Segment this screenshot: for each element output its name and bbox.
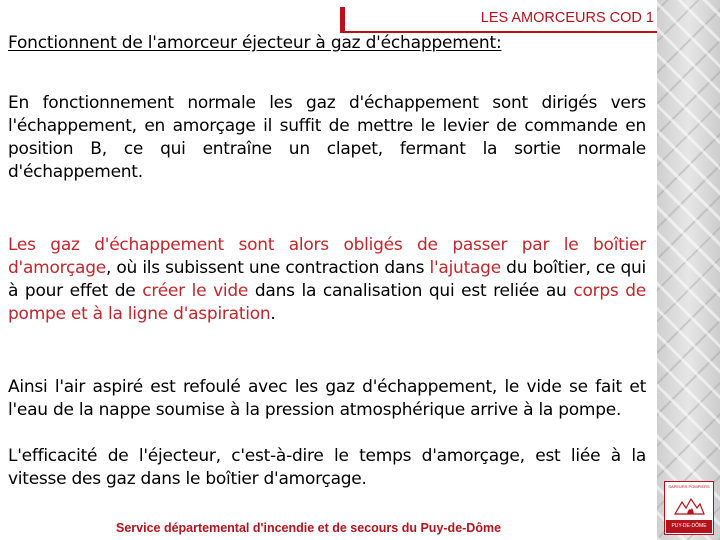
body-text-segment: dans la canalisation qui est reliée au [248,281,574,301]
page-title: Fonctionnent de l'amorceur éjecteur à gaz d'échappement: [8,33,502,53]
paragraph-ejector-efficiency: L'efficacité de l'éjecteur, c'est-à-dire le temps d'amorçage, est liée à la vitesse des gaz dans le boîtier d'amorçage. [8,446,646,489]
header-label: LES AMORCEURS COD 1 [480,10,654,26]
highlight-text: Les gaz d'échappement sont alors obligés de passer par le boîtier d'amorçage [8,235,646,278]
sdis-logo [664,481,714,535]
paragraph-priming-box [8,234,646,326]
logo-bottom-text: PUY-DE-DÔME [666,520,712,533]
diamond-plate-texture [657,0,720,540]
highlight-text: l'ajutage [429,258,501,278]
paragraph-normal-operation: En fonctionnement normale les gaz d'échappement sont dirigés vers l'échappement, en amorçage il suffit de mettre le levier de commande en position B, ce qui entraîne un clapet, fermant la sortie normale d'échappement. [8,93,646,182]
highlight-text: créer le vide [142,281,249,301]
logo-top-text: SAPEURS POMPIERS [668,484,710,489]
fire-emblem-icon [671,496,707,516]
paragraph-air-aspiration: Ainsi l'air aspiré est refoulé avec les gaz d'échappement, le vide se fait et l'eau de la nappe soumise à la pression atmosphérique arrive à la pompe. [8,377,646,420]
footer-text: Service départemental d'incendie et de secours du Puy-de-Dôme [116,521,502,535]
body-text-segment: du boîtier, ce qui à pour effet de [8,258,647,301]
body-text-segment: . [270,304,276,324]
highlight-text: corps de pompe et à la ligne d'aspiration [8,281,646,324]
header-accent-bar [340,7,345,33]
body-text-segment: , où ils subissent une contraction dans [105,258,430,278]
